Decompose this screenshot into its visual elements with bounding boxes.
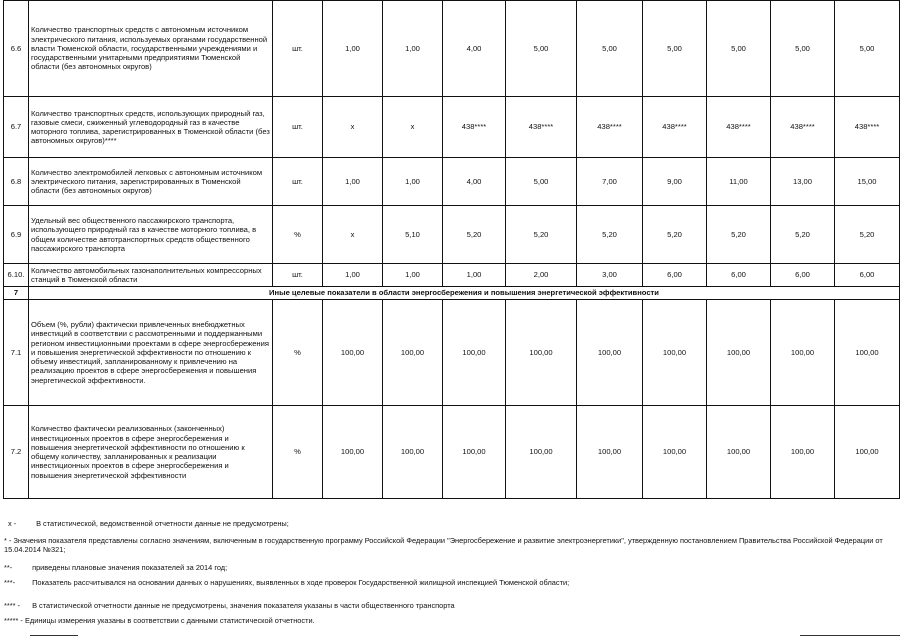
value-cell: 15,00 [835, 158, 900, 206]
unit-cell: шт. [273, 97, 323, 158]
row-number: 7.1 [4, 300, 29, 406]
value-cell: 100,00 [443, 300, 506, 406]
value-cell: 5,20 [643, 206, 707, 264]
value-cell: 5,00 [506, 1, 577, 97]
section-header-row [4, 287, 900, 300]
table-row [4, 264, 900, 287]
footnote [4, 616, 315, 625]
unit-cell: % [273, 406, 323, 499]
footnote-text: Значения показателя представлены согласно значениям, включенным в государственную программу Российской Федерации "Энергосбережение и развитие электроэнергетики", утвержденную постановлением Правительства Российской Федерации от 15.04.2014 №321; [4, 536, 883, 555]
row-number: 6.10. [4, 264, 29, 287]
scan-line [30, 635, 78, 636]
value-cell: 1,00 [383, 158, 443, 206]
value-cell: 5,20 [835, 206, 900, 264]
footnote [4, 601, 455, 610]
footnote-mark: * - [4, 536, 12, 545]
indicators-table [3, 0, 900, 499]
indicator-name: Количество транспортных средств с автономным источником электрического питания, используемых органами государственной власти Тюменской области, государственными учреждениями и государственными унитарными предприятиями Тюменской области (без автономных округов) [29, 1, 273, 97]
value-cell: 100,00 [835, 300, 900, 406]
unit-cell: шт. [273, 158, 323, 206]
footnote-text: Единицы измерения указаны в соответствии с данными статистической отчетности. [24, 616, 315, 625]
value-cell: 1,00 [323, 1, 383, 97]
table-row [4, 158, 900, 206]
value-cell: 1,00 [443, 264, 506, 287]
value-cell: x [383, 97, 443, 158]
value-cell: 6,00 [707, 264, 771, 287]
table-row [4, 206, 900, 264]
value-cell: 1,00 [383, 1, 443, 97]
value-cell: 100,00 [707, 300, 771, 406]
footnote [4, 536, 894, 555]
value-cell: 100,00 [707, 406, 771, 499]
table-row [4, 1, 900, 97]
value-cell: 100,00 [577, 406, 643, 499]
scan-line [800, 635, 900, 636]
value-cell: 5,00 [771, 1, 835, 97]
value-cell: 438**** [643, 97, 707, 158]
section-title: Иные целевые показатели в области энергосбережения и повышения энергетической эффективности [29, 287, 900, 300]
footnote-text: В статистической отчетности данные не предусмотрены, значения показателя указаны в части общественного транспорта [32, 601, 455, 610]
value-cell: 5,20 [707, 206, 771, 264]
value-cell: 4,00 [443, 158, 506, 206]
value-cell: 5,20 [771, 206, 835, 264]
indicator-name: Количество электромобилей легковых с автономным источником электрического питания, зарегистрированных в Тюменской области (без автономных округов) [29, 158, 273, 206]
value-cell: 5,00 [506, 158, 577, 206]
value-cell: 100,00 [643, 406, 707, 499]
value-cell: 1,00 [383, 264, 443, 287]
row-number: 6.6 [4, 1, 29, 97]
indicator-name: Количество транспортных средств, использующих природный газ, газовые смеси, сжиженный углеводородный газ в качестве моторного топлива, зарегистрированных в Тюменской области (без автономных округов)**** [29, 97, 273, 158]
value-cell: 7,00 [577, 158, 643, 206]
section-number: 7 [4, 287, 29, 300]
value-cell: 5,00 [707, 1, 771, 97]
value-cell: 438**** [443, 97, 506, 158]
value-cell: 100,00 [771, 300, 835, 406]
value-cell: x [323, 97, 383, 158]
value-cell: 438**** [707, 97, 771, 158]
footnote-text: В статистической, ведомственной отчетности данные не предусмотрены; [36, 519, 289, 528]
value-cell: 100,00 [771, 406, 835, 499]
value-cell: 100,00 [835, 406, 900, 499]
value-cell: 6,00 [835, 264, 900, 287]
value-cell: 100,00 [383, 406, 443, 499]
value-cell: 100,00 [643, 300, 707, 406]
value-cell: 100,00 [443, 406, 506, 499]
table-row [4, 97, 900, 158]
value-cell: 4,00 [443, 1, 506, 97]
footnote-mark: **** - [4, 601, 21, 610]
row-number: 6.9 [4, 206, 29, 264]
value-cell: x [323, 206, 383, 264]
footnote-text: Показатель рассчитывался на основании данных о нарушениях, выявленных в ходе проверок Государственной жилищной инспекцией Тюменской области; [32, 578, 570, 587]
indicator-name: Объем (%, рубли) фактически привлеченных внебюджетных инвестиций в соответствии с рассмотренными и поддержанными регионом инвестиционными проектами в сфере энергосбережения и повышения энергетической эффективности по отношению к объему инвестиций, запланированному к привлечению на реализацию проектов в сфере энергосбережения и повышения энергетической эффективности. [29, 300, 273, 406]
footnote [4, 578, 569, 587]
value-cell: 6,00 [643, 264, 707, 287]
value-cell: 1,00 [323, 264, 383, 287]
indicator-name: Количество фактически реализованных (законченных) инвестиционных проектов в сфере энергосбережения и повышения энергетической эффективности по отношению к общему количеству, запланированных к реализации инвестиционных проектов в сфере энергосбережения и повышения энергетической эффективности [29, 406, 273, 499]
value-cell: 100,00 [506, 300, 577, 406]
value-cell: 100,00 [383, 300, 443, 406]
footnote [4, 519, 289, 528]
value-cell: 438**** [771, 97, 835, 158]
value-cell: 6,00 [771, 264, 835, 287]
value-cell: 100,00 [323, 406, 383, 499]
row-number: 6.7 [4, 97, 29, 158]
value-cell: 13,00 [771, 158, 835, 206]
indicator-name: Количество автомобильных газонаполнительных компрессорных станций в Тюменской области [29, 264, 273, 287]
row-number: 6.8 [4, 158, 29, 206]
value-cell: 100,00 [323, 300, 383, 406]
footnote-text: приведены плановые значения показателей за 2014 год; [32, 563, 228, 572]
unit-cell: % [273, 206, 323, 264]
value-cell: 100,00 [577, 300, 643, 406]
table-row [4, 300, 900, 406]
value-cell: 1,00 [323, 158, 383, 206]
indicator-name: Удельный вес общественного пассажирского транспорта, использующего природный газ в качестве моторного топлива, в общем количестве автотранспортных средств общественного пассажирского транспорта [29, 206, 273, 264]
value-cell: 5,00 [643, 1, 707, 97]
row-number: 7.2 [4, 406, 29, 499]
footnote-mark: ***** - [4, 616, 23, 625]
value-cell: 438**** [577, 97, 643, 158]
value-cell: 438**** [506, 97, 577, 158]
value-cell: 5,20 [506, 206, 577, 264]
value-cell: 5,10 [383, 206, 443, 264]
value-cell: 5,00 [577, 1, 643, 97]
unit-cell: шт. [273, 264, 323, 287]
value-cell: 9,00 [643, 158, 707, 206]
value-cell: 5,20 [443, 206, 506, 264]
value-cell: 100,00 [506, 406, 577, 499]
unit-cell: шт. [273, 1, 323, 97]
value-cell: 5,20 [577, 206, 643, 264]
value-cell: 5,00 [835, 1, 900, 97]
footnote-mark: х - [8, 519, 17, 528]
footnote [4, 563, 227, 572]
value-cell: 11,00 [707, 158, 771, 206]
table-row [4, 406, 900, 499]
value-cell: 438**** [835, 97, 900, 158]
value-cell: 2,00 [506, 264, 577, 287]
footnote-mark: ***- [4, 578, 16, 587]
footnote-mark: **- [4, 563, 13, 572]
unit-cell: % [273, 300, 323, 406]
value-cell: 3,00 [577, 264, 643, 287]
